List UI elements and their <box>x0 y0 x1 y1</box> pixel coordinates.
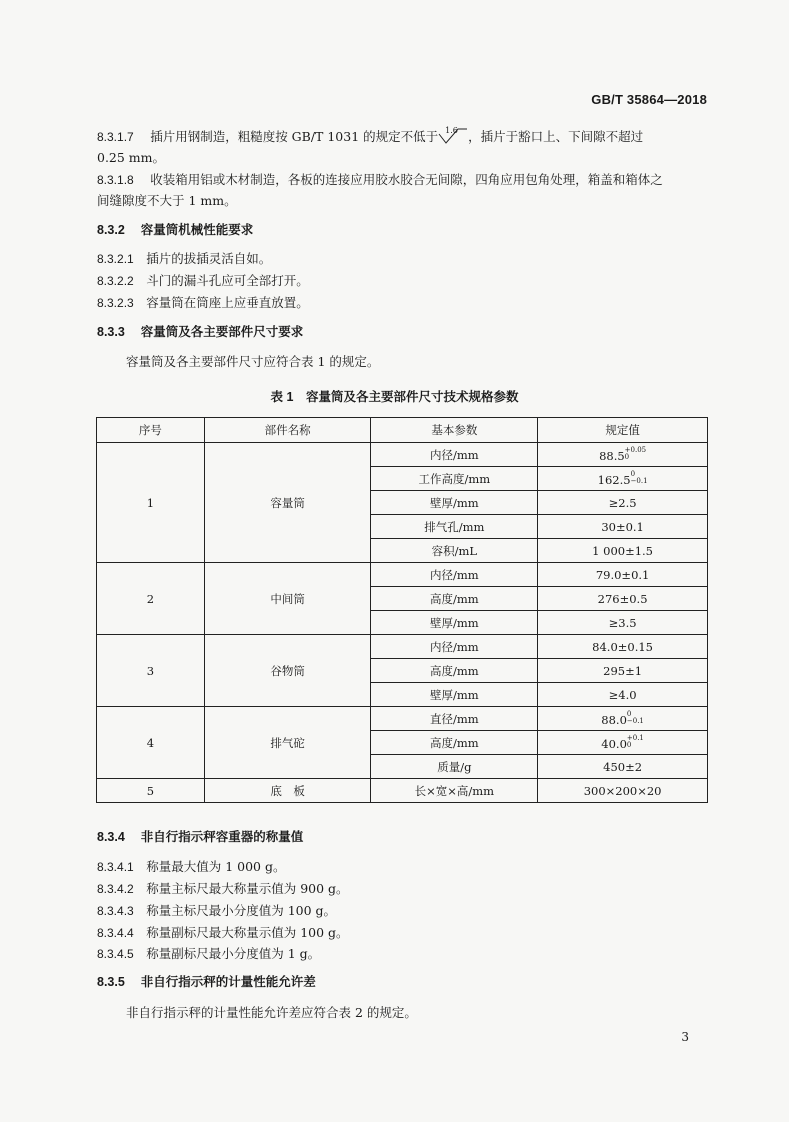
value-base: 88.5 <box>599 448 625 463</box>
header-cell: 序号 <box>97 418 205 443</box>
clause-number: 8.3.2.1 <box>97 252 134 266</box>
section-title: 非自行指示秤的计量性能允许差 <box>140 975 316 989</box>
section-8-3-5-heading <box>97 974 707 990</box>
value-cell: ≥4.0 <box>538 683 708 707</box>
value-cell <box>538 467 708 491</box>
table-row <box>97 443 708 467</box>
page-number: 3 <box>681 1030 689 1044</box>
clause-number: 8.3.1.8 <box>97 173 134 187</box>
clause-text: 称量副标尺最大称量示值为 100 g。 <box>146 925 349 940</box>
spec-table <box>96 417 708 803</box>
clause-text: 插片用钢制造，粗糙度按 GB/T 1031 的规定不低于 <box>150 129 439 144</box>
clause-continuation: 0.25 mm。 <box>97 150 166 165</box>
value-cell: 276±0.5 <box>538 587 708 611</box>
clause-text: 称量主标尺最大称量示值为 900 g。 <box>146 881 349 896</box>
serial-cell: 1 <box>97 443 205 563</box>
clause-number: 8.3.4.5 <box>97 947 134 961</box>
param-cell: 内径/mm <box>371 563 538 587</box>
clause-continuation: 间缝隙度不大于 1 mm。 <box>97 193 237 208</box>
clause-text: 插片的拔插灵活自如。 <box>146 251 272 266</box>
tolerance-lower: −0.1 <box>626 716 644 725</box>
tolerance-lower: −0.1 <box>630 476 648 485</box>
part-name-cell: 排气砣 <box>204 707 371 779</box>
header-cell: 规定值 <box>538 418 708 443</box>
header-cell: 基本参数 <box>371 418 538 443</box>
table-row <box>97 707 708 731</box>
value-cell: 30±0.1 <box>538 515 708 539</box>
section-number: 8.3.4 <box>97 830 125 844</box>
section-title: 容量筒及各主要部件尺寸要求 <box>140 325 304 339</box>
table-1-caption: 表 1 容量筒及各主要部件尺寸技术规格参数 <box>270 390 519 404</box>
part-name-cell: 底 板 <box>204 779 371 803</box>
param-cell: 质量/g <box>371 755 538 779</box>
value-base: 162.5 <box>597 472 631 487</box>
clause-8-3-4-5 <box>97 946 707 962</box>
value-cell <box>538 707 708 731</box>
clause-8-3-4-3 <box>97 903 707 919</box>
value-cell <box>538 443 708 467</box>
tolerance <box>625 447 646 461</box>
clause-number: 8.3.4.2 <box>97 882 134 896</box>
clause-number: 8.3.4.1 <box>97 860 134 874</box>
clause-text: 容量筒在筒座上应垂直放置。 <box>146 295 309 310</box>
clause-text-continued: ，插片于豁口上、下间隙不超过 <box>468 129 644 144</box>
part-name-cell: 中间筒 <box>204 563 371 635</box>
clause-8-3-2-2 <box>97 273 707 289</box>
value-cell: 300×200×20 <box>538 779 708 803</box>
clause-8-3-1-7 <box>97 128 707 145</box>
section-title: 非自行指示秤容重器的称量值 <box>140 830 304 844</box>
value-cell: 295±1 <box>538 659 708 683</box>
value-cell: 1 000±1.5 <box>538 539 708 563</box>
clause-8-3-1-8 <box>97 172 707 188</box>
clause-number: 8.3.4.4 <box>97 926 134 940</box>
section-8-3-3-heading <box>97 324 707 340</box>
param-cell: 内径/mm <box>371 443 538 467</box>
table-row <box>97 779 708 803</box>
section-title: 容量筒机械性能要求 <box>140 223 254 237</box>
value-base: 88.0 <box>601 712 627 727</box>
clause-8-3-4-4 <box>97 925 707 941</box>
tolerance <box>627 735 644 749</box>
param-cell: 容积/mL <box>371 539 538 563</box>
tolerance-upper: 0 <box>626 709 632 718</box>
clause-number: 8.3.2.3 <box>97 296 134 310</box>
roughness-value: 1.6 <box>445 126 458 135</box>
tolerance <box>627 711 644 725</box>
serial-cell: 4 <box>97 707 205 779</box>
param-cell: 壁厚/mm <box>371 611 538 635</box>
clause-number: 8.3.4.3 <box>97 904 134 918</box>
serial-cell: 2 <box>97 563 205 635</box>
part-name-cell: 谷物筒 <box>204 635 371 707</box>
clause-8-3-2-3 <box>97 295 707 311</box>
clause-8-3-4-2 <box>97 881 707 897</box>
serial-cell: 5 <box>97 779 205 803</box>
clause-text: 收装箱用铝或木材制造，各板的连接应用胶水胶合无间隙，四角应用包角处理，箱盖和箱体之 <box>150 172 663 187</box>
tolerance-lower: 0 <box>624 452 630 461</box>
value-cell: 84.0±0.15 <box>538 635 708 659</box>
param-cell: 壁厚/mm <box>371 683 538 707</box>
clause-text: 称量最大值为 1 000 g。 <box>146 859 286 874</box>
value-cell <box>538 731 708 755</box>
param-cell: 排气孔/mm <box>371 515 538 539</box>
section-8-3-2-heading <box>97 222 707 238</box>
param-cell: 直径/mm <box>371 707 538 731</box>
table-row <box>97 635 708 659</box>
section-8-3-4-heading <box>97 829 707 845</box>
section-8-3-3-paragraph: 容量筒及各主要部件尺寸应符合表 1 的规定。 <box>126 354 380 369</box>
value-cell: ≥3.5 <box>538 611 708 635</box>
clause-text: 斗门的漏斗孔应可全部打开。 <box>146 273 309 288</box>
param-cell: 长×宽×高/mm <box>371 779 538 803</box>
value-cell: 79.0±0.1 <box>538 563 708 587</box>
section-number: 8.3.2 <box>97 223 125 237</box>
standard-code: GB/T 35864—2018 <box>591 92 707 107</box>
clause-text: 称量副标尺最小分度值为 1 g。 <box>146 946 321 961</box>
param-cell: 高度/mm <box>371 587 538 611</box>
tolerance-upper: +0.05 <box>624 445 647 454</box>
value-cell: ≥2.5 <box>538 491 708 515</box>
tolerance-lower: 0 <box>626 740 632 749</box>
header-cell: 部件名称 <box>204 418 371 443</box>
tolerance <box>631 471 648 485</box>
table-header-row <box>97 418 708 443</box>
section-number: 8.3.5 <box>97 975 125 989</box>
section-8-3-5-paragraph: 非自行指示秤的计量性能允许差应符合表 2 的规定。 <box>126 1005 417 1020</box>
tolerance-upper: 0 <box>630 469 636 478</box>
part-name-cell: 容量筒 <box>204 443 371 563</box>
section-number: 8.3.3 <box>97 325 125 339</box>
serial-cell: 3 <box>97 635 205 707</box>
clause-number: 8.3.2.2 <box>97 274 134 288</box>
clause-8-3-2-1 <box>97 251 707 267</box>
clause-text: 称量主标尺最小分度值为 100 g。 <box>146 903 337 918</box>
roughness-symbol <box>438 128 468 144</box>
param-cell: 内径/mm <box>371 635 538 659</box>
param-cell: 壁厚/mm <box>371 491 538 515</box>
param-cell: 高度/mm <box>371 659 538 683</box>
table-row <box>97 563 708 587</box>
value-base: 40.0 <box>601 736 627 751</box>
clause-8-3-4-1 <box>97 859 707 875</box>
clause-number: 8.3.1.7 <box>97 130 134 144</box>
tolerance-upper: +0.1 <box>626 733 644 742</box>
param-cell: 高度/mm <box>371 731 538 755</box>
param-cell: 工作高度/mm <box>371 467 538 491</box>
value-cell: 450±2 <box>538 755 708 779</box>
